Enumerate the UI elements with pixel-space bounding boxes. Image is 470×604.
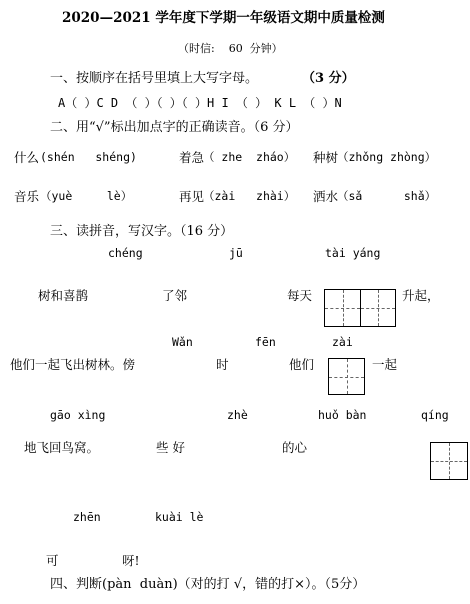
pinyin-prompt: zhēn <box>73 510 101 524</box>
section-3-heading: 三、读拼音，写汉字。（16 分） <box>50 224 234 239</box>
page-title: 2020—2021 学年度下学期一年级语文期中质量检测 <box>62 10 385 26</box>
writing-cell[interactable] <box>360 290 395 326</box>
section-1-heading: 一、按顺序在括号里填上大写字母。 <box>50 71 259 86</box>
writing-grid[interactable] <box>324 289 396 327</box>
sentence-text: 地飞回鸟窝。 <box>24 440 100 455</box>
sentence-text: 他们 <box>289 357 315 372</box>
writing-cell[interactable] <box>431 443 467 479</box>
pinyin-prompt: qíng <box>421 408 449 422</box>
pinyin-prompt: kuài lè <box>155 510 204 524</box>
item-word: 音乐 <box>14 189 40 204</box>
pinyin-prompt: Wǎn <box>172 335 193 349</box>
pinyin-prompt: fēn <box>255 335 276 349</box>
sentence-text: 升起， <box>402 288 440 303</box>
pinyin-prompt: jū <box>229 246 243 260</box>
section-4-heading: 四、判断(pàn duàn)（对的打 √，错的打×）。（5分） <box>50 577 366 592</box>
section-1-score: （3 分） <box>302 71 355 86</box>
sentence-text: 的心 <box>282 440 308 455</box>
sentence-text: 一起 <box>372 357 398 372</box>
item-pinyin: （sǎ shǎ） <box>337 189 437 203</box>
item-word: 洒水 <box>313 189 339 204</box>
sentence-text: 呀! <box>122 553 140 568</box>
sentence-text: 可 <box>46 553 59 568</box>
item-pinyin: （ zhe zháo） <box>203 150 296 164</box>
item-pinyin: （yuè lè） <box>40 189 133 203</box>
pinyin-prompt: tài yáng <box>325 246 381 260</box>
item-pinyin: （zhǒng zhòng） <box>337 150 437 164</box>
writing-cell[interactable] <box>325 290 360 326</box>
letter-sequence: A（ ）C D （ ）（ ）（ ）H I （ ） K L （ ）N <box>58 96 342 110</box>
time-line: （时信: 60 分钟） <box>178 42 283 55</box>
sentence-text: 他们一起飞出树林。傍 <box>10 357 136 372</box>
item-word: 什么 <box>14 150 40 165</box>
pinyin-prompt: zhè <box>227 408 248 422</box>
section-2-heading: 二、用“√”标出加点字的正确读音。（6 分） <box>50 120 299 135</box>
item-pinyin: （zài zhài） <box>203 189 296 203</box>
sentence-text: 些 好 <box>156 440 185 455</box>
pinyin-prompt: zài <box>332 335 353 349</box>
item-word: 着急 <box>179 150 205 165</box>
writing-grid[interactable] <box>430 442 468 480</box>
pinyin-prompt: huǒ bàn <box>318 408 367 422</box>
item-word: 再见 <box>179 189 205 204</box>
sentence-text: 每天 <box>287 288 313 303</box>
item-word: 种树 <box>313 150 339 165</box>
sentence-text: 了邻 <box>162 288 188 303</box>
item-pinyin: (shén shéng) <box>40 150 137 164</box>
pinyin-prompt: chéng <box>108 246 143 260</box>
sentence-text: 时 <box>216 357 229 372</box>
sentence-text: 树和喜鹊 <box>38 288 89 303</box>
writing-cell[interactable] <box>329 359 364 394</box>
pinyin-prompt: gāo xìng <box>50 408 106 422</box>
writing-grid[interactable] <box>328 358 365 395</box>
